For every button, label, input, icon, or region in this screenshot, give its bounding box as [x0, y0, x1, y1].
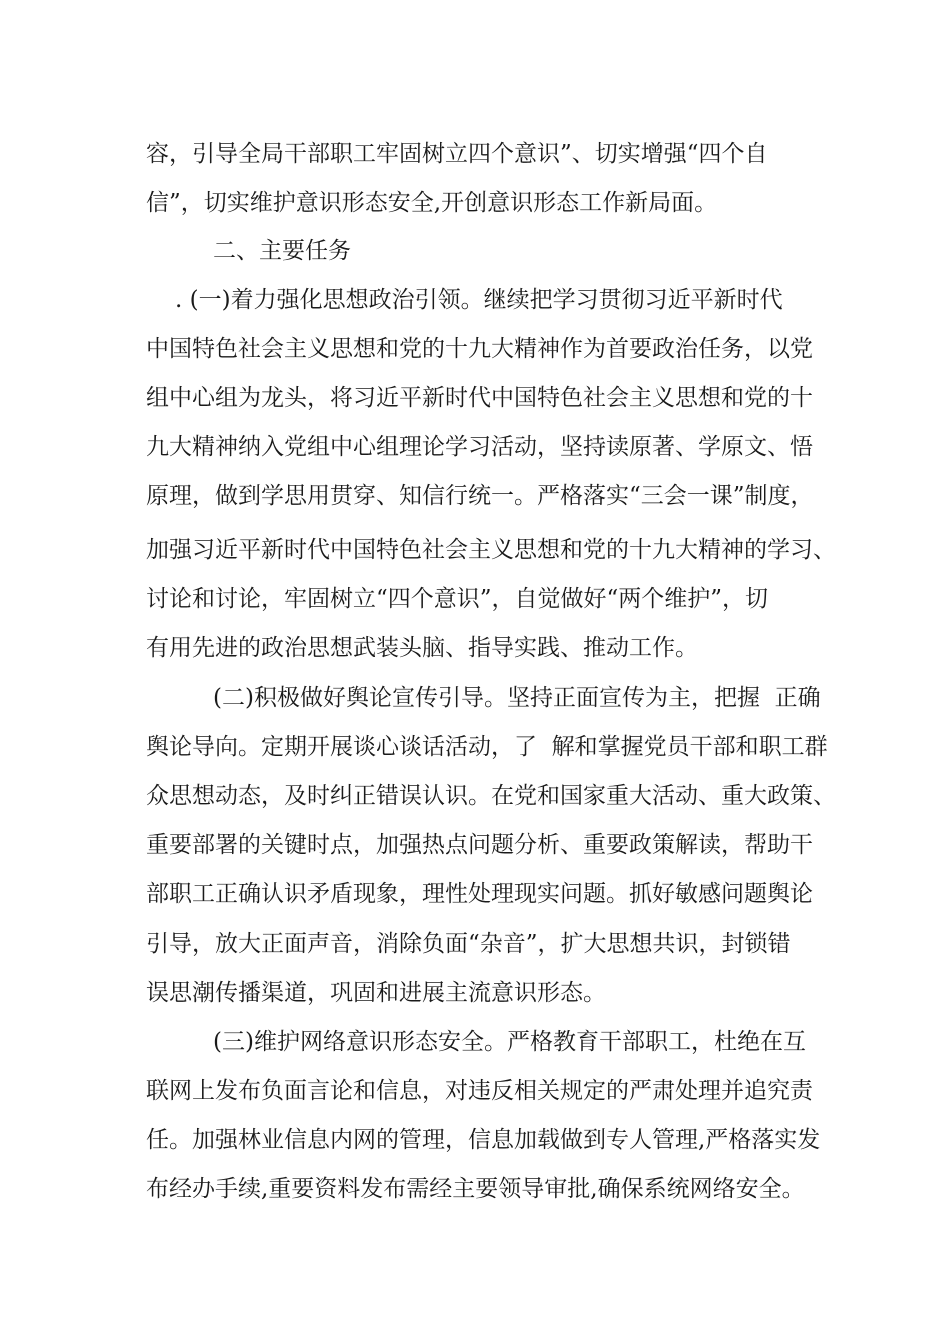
- body-line: 原理，做到学思用贯穿、知信行统一。严格落实“三会一课”制度，: [146, 483, 814, 509]
- body-line: 中国特色社会主义思想和党的十九大精神作为首要政治任务，以党: [146, 336, 813, 362]
- body-line: 部职工正确认识矛盾现象，理性处理现实问题。抓好敏感问题舆论: [146, 881, 813, 907]
- body-line: 重要部署的关键时点，加强热点问题分析、重要政策解读，帮助干: [146, 832, 813, 858]
- body-line: 组中心组为龙头，将习近平新时代中国特色社会主义思想和党的十: [146, 385, 813, 411]
- paragraph-heading: (二)积极做好舆论宣传引导。坚持正面宣传为主，把握 正确: [213, 685, 821, 711]
- body-line: 九大精神纳入党组中心组理论学习活动，坚持读原著、学原文、悟: [146, 434, 813, 460]
- paragraph-heading: . (一)着力强化思想政治引领。继续把学习贯彻习近平新时代: [175, 287, 783, 313]
- paragraph-heading: (三)维护网络意识形态安全。严格教育干部职工，杜绝在互: [213, 1029, 806, 1055]
- body-line: 容，引导全局干部职工牢固树立四个意识”、切实增强“四个自: [146, 141, 768, 167]
- body-line: 讨论和讨论，牢固树立“四个意识”，自觉做好“两个维护”，切: [146, 586, 769, 612]
- section-heading: 二、主要任务: [213, 238, 351, 264]
- body-line: 引导，放大正面声音，消除负面“杂音”，扩大思想共识，封锁错: [146, 931, 791, 957]
- body-line: 任。加强林业信息内网的管理，信息加载做到专人管理,严格落实发: [146, 1127, 821, 1153]
- body-line: 舆论导向。定期开展谈心谈话活动，了 解和掌握党员干部和职工群: [146, 734, 828, 760]
- body-line: 信”，切实维护意识形态安全,开创意识形态工作新局面。: [146, 190, 718, 216]
- body-line: 误思潮传播渠道，巩固和进展主流意识形态。: [146, 980, 606, 1006]
- body-line: 加强习近平新时代中国特色社会主义思想和党的十九大精神的学习、: [146, 537, 836, 563]
- body-line: 众思想动态，及时纠正错误认识。在党和国家重大活动、重大政策、: [146, 783, 836, 809]
- body-line: 有用先进的政治思想武装头脑、指导实践、推动工作。: [146, 635, 698, 661]
- body-line: 联网上发布负面言论和信息，对违反相关规定的严肃处理并追究责: [146, 1078, 813, 1104]
- body-line: 布经办手续,重要资料发布需经主要领导审批,确保系统网络安全。: [146, 1176, 805, 1202]
